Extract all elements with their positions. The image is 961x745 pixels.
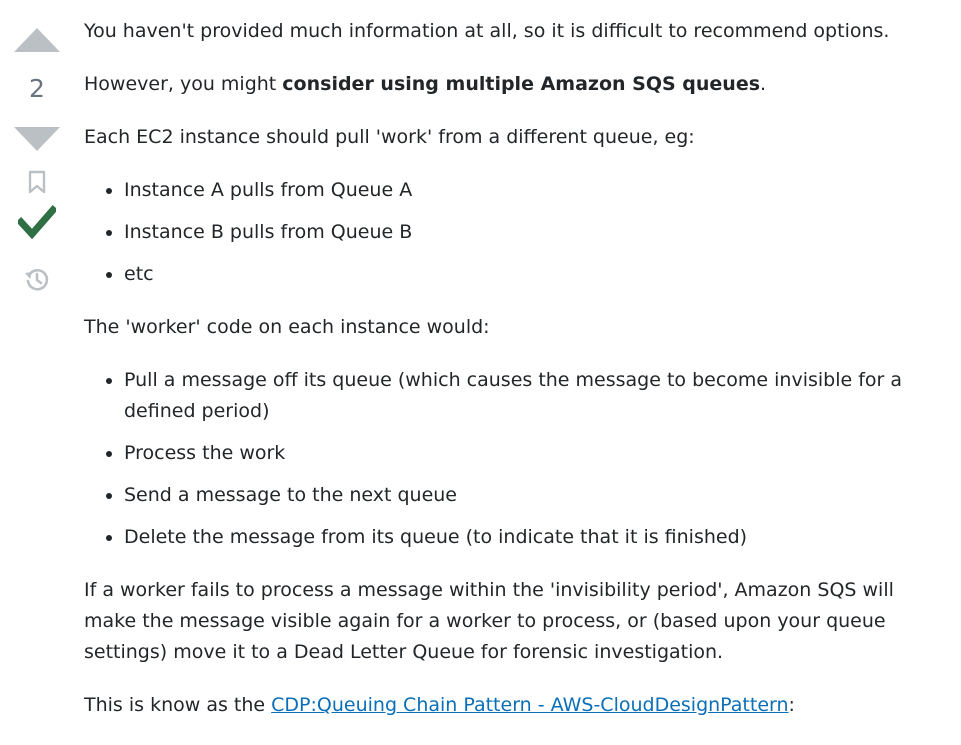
answer-paragraph-instances: Each EC2 instance should pull 'work' from a different queue, eg:: [84, 126, 695, 148]
downvote-arrow-icon[interactable]: [14, 127, 60, 151]
checkmark-icon: [18, 204, 56, 240]
pattern-suffix: :: [788, 694, 795, 716]
history-icon[interactable]: [23, 265, 51, 293]
answer-paragraph-intro: You haven't provided much information at all, so it is difficult to recommend options.: [84, 20, 890, 42]
answer-paragraph-worker: The 'worker' code on each instance would:: [84, 316, 490, 338]
suggestion-prefix: However, you might: [84, 73, 283, 95]
list-item: • Instance B pulls from Queue B: [124, 217, 944, 248]
answer-paragraph-suggestion: [84, 69, 944, 100]
upvote-arrow-icon[interactable]: [14, 28, 60, 52]
bookmark-icon[interactable]: [26, 170, 48, 194]
vote-column: [0, 0, 74, 745]
vote-count: 2: [29, 74, 45, 103]
list-item: • Delete the message from its queue (to indicate that it is finished): [124, 522, 944, 553]
answer-paragraph-pattern: [84, 690, 944, 721]
list-item: • etc: [124, 259, 944, 290]
worker-steps-list: [84, 365, 944, 553]
list-item: • Process the work: [124, 438, 944, 469]
suggestion-emphasis: consider using multiple Amazon SQS queues: [282, 73, 761, 95]
answer-paragraph-failure: If a worker fails to process a message within the 'invisibility period', Amazon SQS will make the message visible again for a worker to process, or (based upon your queue settings) move it to a Dead Letter Queue for forensic investigation.: [84, 579, 894, 663]
instance-queue-list: [84, 175, 944, 290]
suggestion-suffix: .: [760, 73, 767, 95]
pattern-prefix: This is know as the: [84, 694, 272, 716]
answer-body: [84, 16, 944, 743]
list-item: • Send a message to the next queue: [124, 480, 944, 511]
list-item: • Instance A pulls from Queue A: [124, 175, 944, 206]
list-item: • Pull a message off its queue (which causes the message to become invisible for a defined period): [124, 365, 944, 427]
pattern-link[interactable]: CDP:Queuing Chain Pattern - AWS-CloudDesignPattern: [271, 694, 789, 716]
